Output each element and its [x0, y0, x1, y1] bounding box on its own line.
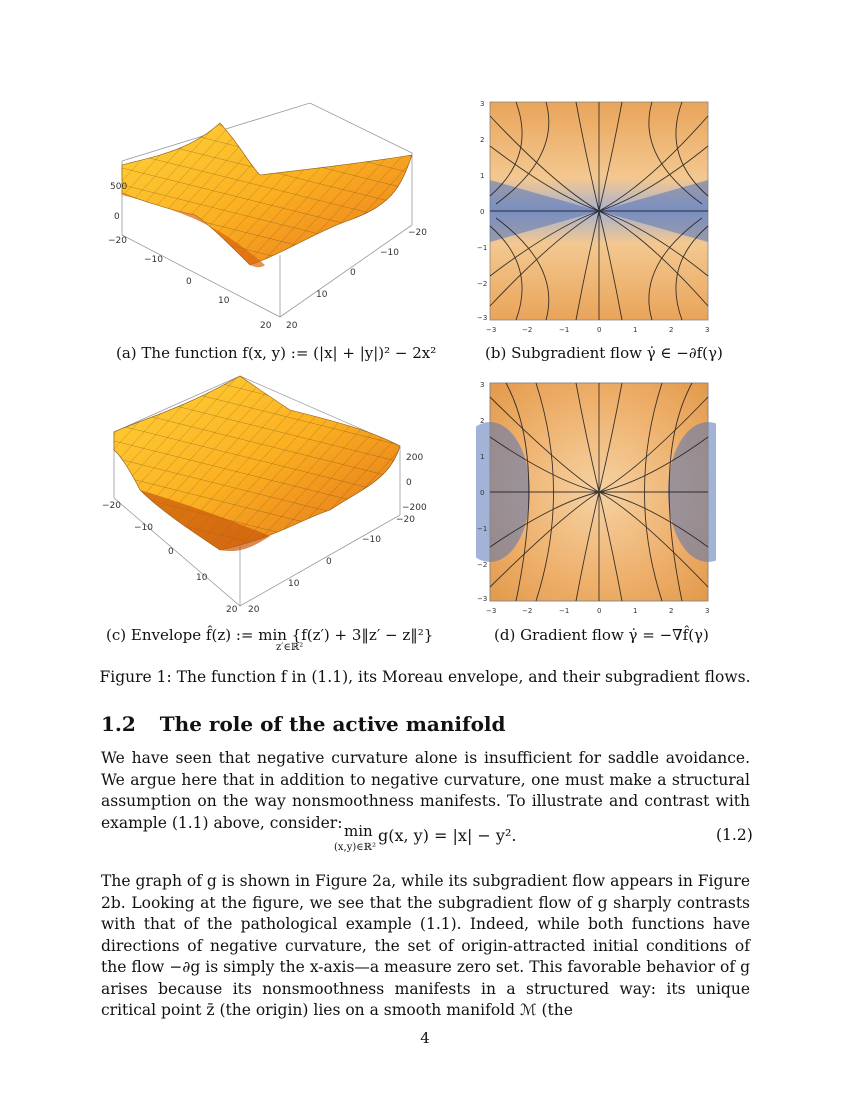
fig-a-ytick: 0 — [350, 268, 356, 278]
fig-d-xtick: 2 — [669, 607, 674, 615]
fig-a-ztick: 500 — [110, 182, 128, 192]
fig-d-ytick: 2 — [480, 417, 485, 425]
fig-c-ytick: 0 — [326, 557, 332, 567]
fig-b-xtick: 1 — [633, 326, 638, 334]
fig-c-ytick: −10 — [362, 535, 381, 545]
fig-c-ytick: 10 — [288, 579, 300, 589]
fig-d-ytick: −2 — [477, 561, 488, 569]
fig-d-ytick: 3 — [480, 381, 485, 389]
fig-c-ztick: 200 — [406, 453, 424, 463]
figure-d-flow-plot — [476, 377, 716, 617]
fig-b-ytick: 2 — [480, 136, 485, 144]
section-number: 1.2 — [101, 712, 136, 736]
fig-d-ytick: 0 — [480, 489, 485, 497]
fig-c-xtick: 0 — [168, 547, 174, 557]
fig-a-xtick: −10 — [144, 255, 163, 265]
fig-d-ytick: −3 — [477, 595, 488, 603]
fig-a-xtick: 20 — [260, 321, 272, 331]
fig-c-xtick: −20 — [102, 501, 121, 511]
fig-d-xtick: 1 — [633, 607, 638, 615]
paragraph-2-text: The graph of g is shown in Figure 2a, while its subgradient flow appears in Figure 2b. Looking at the figure, we see that the subgradient flow of g sharply contrasts with that of the pathological example (1.1). Indeed, while both functions have directions of negative curvature, the set of origin-attracted initial conditions of the flow −∂g is simply the x-axis—a measure zero set. This favorable behavior of g arises because its nonsmoothness manifests in a structured way: its unique critical point z̄ (the origin) lies on a smooth manifold ℳ (the — [101, 872, 750, 1019]
fig-d-xtick: 0 — [597, 607, 602, 615]
equation-subscript: (x,y)∈ℝ² — [334, 842, 376, 853]
equation-expression: g(x, y) = |x| − y². — [378, 826, 517, 845]
fig-d-ytick: −1 — [477, 525, 488, 533]
fig-d-xtick: −3 — [486, 607, 497, 615]
fig-a-ztick: 0 — [114, 212, 120, 222]
fig-b-xtick: −1 — [559, 326, 570, 334]
figure-c-caption: (c) Envelope f̂(z) := min {f(z′) + 3‖z′ − z‖²} — [106, 626, 434, 644]
fig-c-ztick: 0 — [406, 478, 412, 488]
fig-d-xtick: 3 — [705, 607, 710, 615]
fig-b-ytick: −1 — [477, 244, 488, 252]
fig-b-ytick: 1 — [480, 172, 485, 180]
figure-d-caption: (d) Gradient flow γ̇ = −∇f̂(γ) — [494, 626, 709, 644]
fig-c-ztick: −200 — [402, 503, 427, 513]
fig-d-ytick: 1 — [480, 453, 485, 461]
fig-a-xtick: −20 — [108, 236, 127, 246]
figure-c-surface-plot — [100, 370, 430, 615]
fig-a-ytick: 10 — [316, 290, 328, 300]
fig-b-xtick: −2 — [522, 326, 533, 334]
figure-1-caption: Figure 1: The function f in (1.1), its Moreau envelope, and their subgradient flows. — [99, 668, 751, 686]
fig-b-ytick: 3 — [480, 100, 485, 108]
fig-c-ytick: −20 — [396, 515, 415, 525]
fig-b-ytick: −2 — [477, 280, 488, 288]
figure-b-flow-plot — [476, 96, 716, 336]
paragraph-1-text: We have seen that negative curvature alone is insufficient for saddle avoidance. We argue here that in addition to negative curvature, one must make a structural assumption on the way nonsmoothness manifests. To illustrate and contrast with example (1.1) above, consider: — [101, 749, 750, 832]
fig-b-ytick: −3 — [477, 314, 488, 322]
figure-b-caption: (b) Subgradient flow γ̇ ∈ −∂f(γ) — [485, 344, 723, 362]
fig-c-xtick: 10 — [196, 573, 208, 583]
fig-d-xtick: −1 — [559, 607, 570, 615]
paragraph-2 — [101, 871, 750, 1022]
fig-c-xtick: −10 — [134, 523, 153, 533]
equation-1-2 — [0, 822, 850, 856]
figure-a-caption: (a) The function f(x, y) := (|x| + |y|)² − 2x² — [116, 344, 437, 362]
fig-b-xtick: 2 — [669, 326, 674, 334]
figure-a-surface-plot — [100, 95, 430, 335]
section-title: The role of the active manifold — [159, 712, 506, 736]
figure-c-caption-subscript: z′∈ℝ² — [276, 642, 304, 653]
fig-c-xtick: 20 — [226, 605, 238, 615]
fig-a-ytick: −10 — [380, 248, 399, 258]
fig-d-xtick: −2 — [522, 607, 533, 615]
fig-a-ytick: −20 — [408, 228, 427, 238]
fig-b-ytick: 0 — [480, 208, 485, 216]
fig-b-xtick: 3 — [705, 326, 710, 334]
equation-number: (1.2) — [716, 826, 753, 844]
fig-b-xtick: 0 — [597, 326, 602, 334]
fig-a-xtick: 10 — [218, 296, 230, 306]
fig-b-xtick: −3 — [486, 326, 497, 334]
section-heading — [101, 712, 506, 736]
fig-a-ytick: 20 — [286, 321, 298, 331]
page-number: 4 — [420, 1029, 430, 1047]
fig-c-ytick: 20 — [248, 605, 260, 615]
equation-min: min — [344, 822, 373, 840]
fig-a-xtick: 0 — [186, 277, 192, 287]
